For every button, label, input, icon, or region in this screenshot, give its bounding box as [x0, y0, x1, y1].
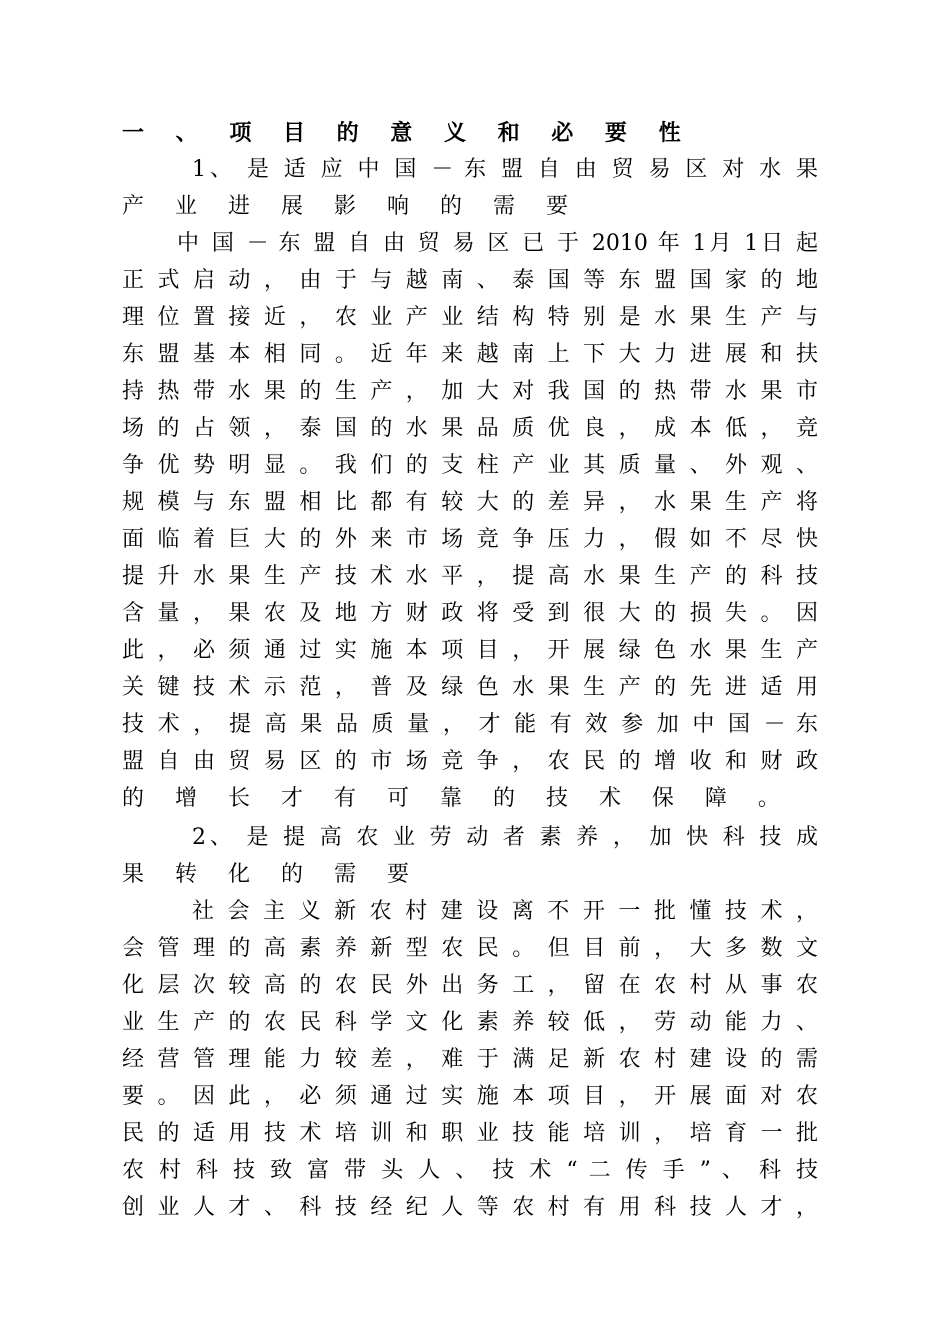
paragraph-line: 经 营 管 理 能 力 较 差 ， 难 于 满 足 新 农 村 建 设 的 需 [122, 1047, 818, 1072]
paragraph-line: 技 术 ， 提 高 果 品 质 量 ， 才 能 有 效 参 加 中 国 － 东 [122, 712, 818, 737]
subheading-2-line-2: 果 转 化 的 需 要 [122, 862, 421, 887]
paragraph-line: 理 位 置 接 近 ， 农 业 产 业 结 构 特 别 是 水 果 生 产 与 [122, 305, 818, 330]
paragraph-line: 盟 自 由 贸 易 区 的 市 场 竞 争 ， 农 民 的 增 收 和 财 政 [122, 749, 818, 774]
subheading-2-line-1: 2、 是 提 高 农 业 劳 动 者 素 养 ， 加 快 科 技 成 [192, 825, 818, 850]
paragraph-line: 关 键 技 术 示 范 ， 普 及 绿 色 水 果 生 产 的 先 进 适 用 [122, 675, 818, 700]
paragraph-line: 含 量 ， 果 农 及 地 方 财 政 将 受 到 很 大 的 损 失 。 因 [122, 601, 818, 626]
paragraph-line: 东 盟 基 本 相 同 。 近 年 来 越 南 上 下 大 力 进 展 和 扶 [122, 342, 818, 367]
paragraph-line: 要 。 因 此 ， 必 须 通 过 实 施 本 项 目 ， 开 展 面 对 农 [122, 1084, 818, 1109]
paragraph-line: 创 业 人 才 、 科 技 经 纪 人 等 农 村 有 用 科 技 人 才 ， [122, 1195, 818, 1220]
paragraph-line: 的 增 长 才 有 可 靠 的 技 术 保 障 。 [122, 786, 792, 811]
paragraph-line: 持 热 带 水 果 的 生 产 ， 加 大 对 我 国 的 热 带 水 果 市 [122, 379, 818, 404]
paragraph-line: 农 村 科 技 致 富 带 头 人 、 技 术 “ 二 传 手 ” 、 科 技 [122, 1158, 818, 1183]
subheading-1-line-2: 产 业 进 展 影 响 的 需 要 [122, 194, 580, 219]
paragraph-line: 此 ， 必 须 通 过 实 施 本 项 目 ， 开 展 绿 色 水 果 生 产 [122, 638, 818, 663]
paragraph-line: 中 国 － 东 盟 自 由 贸 易 区 已 于 2010 年 1月 1日 起 [177, 231, 818, 256]
paragraph-line: 民 的 适 用 技 术 培 训 和 职 业 技 能 培 训 ， 培 育 一 批 [122, 1121, 818, 1146]
subheading-1-line-1: 1、 是 适 应 中 国 － 东 盟 自 由 贸 易 区 对 水 果 [192, 157, 818, 182]
paragraph-line: 规 模 与 东 盟 相 比 都 有 较 大 的 差 异 ， 水 果 生 产 将 [122, 490, 818, 515]
paragraph-line: 提 升 水 果 生 产 技 术 水 平 ， 提 高 水 果 生 产 的 科 技 [122, 564, 818, 589]
paragraph-line: 正 式 启 动 ， 由 于 与 越 南 、 泰 国 等 东 盟 国 家 的 地 [122, 268, 818, 293]
paragraph-line: 业 生 产 的 农 民 科 学 文 化 素 养 较 低 ， 劳 动 能 力 、 [122, 1010, 818, 1035]
paragraph-line: 面 临 着 巨 大 的 外 来 市 场 竞 争 压 力 ， 假 如 不 尽 快 [122, 527, 818, 552]
paragraph-line: 场 的 占 领 ， 泰 国 的 水 果 品 质 优 良 ， 成 本 低 ， 竞 [122, 416, 818, 441]
paragraph-line: 社 会 主 义 新 农 村 建 设 离 不 开 一 批 懂 技 术 ， [192, 899, 818, 924]
paragraph-line: 会 管 理 的 高 素 养 新 型 农 民 。 但 目 前 ， 大 多 数 文 [122, 936, 818, 961]
paragraph-line: 争 优 势 明 显 。 我 们 的 支 柱 产 业 其 质 量 、 外 观 、 [122, 453, 818, 478]
paragraph-line: 化 层 次 较 高 的 农 民 外 出 务 工 ， 留 在 农 村 从 事 农 [122, 973, 818, 998]
section-heading: 一 、 项 目 的 意 义 和 必 要 性 [122, 120, 693, 146]
